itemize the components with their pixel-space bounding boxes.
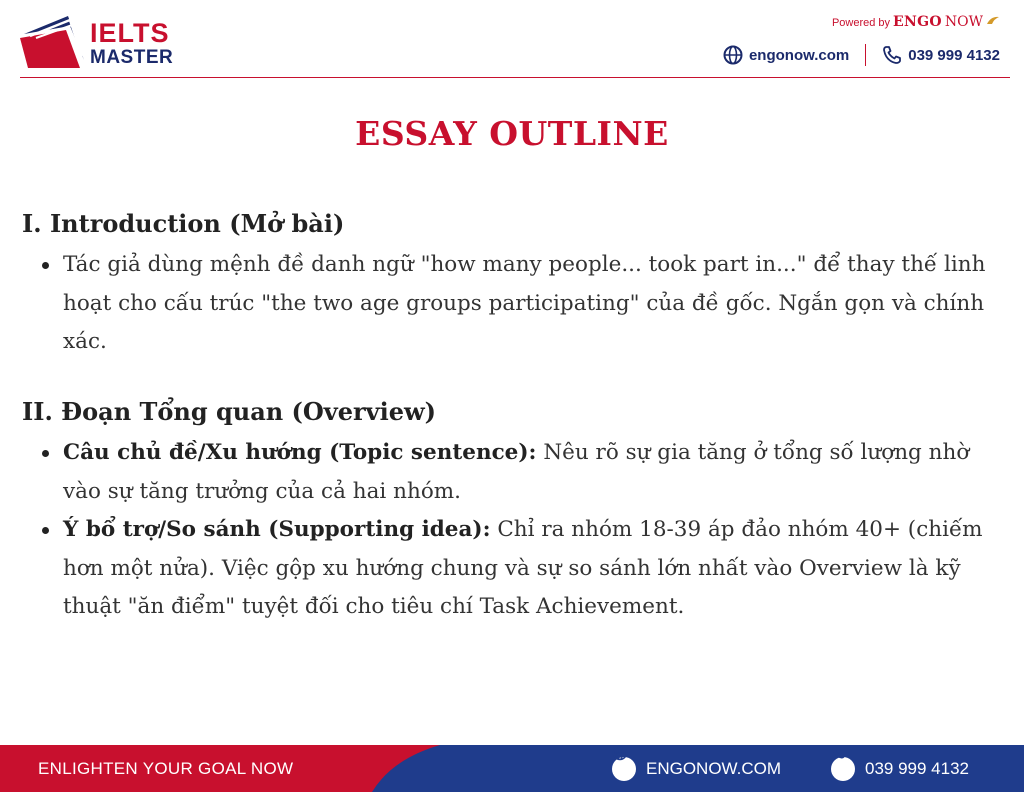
header-phone-text: 039 999 4132 (908, 46, 1000, 64)
header-contact (723, 44, 1000, 66)
footer-phone-text: 039 999 4132 (865, 758, 969, 778)
bird-icon (986, 16, 1000, 26)
section-heading-introduction: I. Introduction (Mở bài) (22, 209, 345, 238)
footer-bar (0, 745, 1024, 792)
footer-phone[interactable] (831, 745, 969, 792)
bullet-text: Chỉ ra nhóm 18-39 áp đảo nhóm 40+ (chiếm hơn một nửa). Việc gộp xu hướng chung và sự so sánh lớn nhất vào Overview là kỹ thuật "ăn điểm" tuyệt đối cho tiêu chí Task Achievement. (63, 517, 983, 619)
footer-slogan: ENLIGHTEN YOUR GOAL NOW (38, 759, 294, 778)
logo-text-ielts: IELTS (90, 18, 170, 48)
bullet-lead: Ý bổ trợ/So sánh (Supporting idea): (63, 517, 491, 542)
powered-by-brand-engo: ENGO (893, 14, 942, 30)
header-website[interactable] (723, 45, 849, 65)
ielts-master-logo (20, 16, 190, 72)
footer-website-text: ENGONOW.COM (646, 758, 782, 778)
phone-icon (831, 757, 855, 781)
page-title: ESSAY OUTLINE (355, 114, 669, 153)
list-item (40, 434, 1005, 511)
introduction-bullets (40, 246, 1005, 362)
powered-by-label: Powered by (831, 17, 891, 29)
header-phone[interactable] (882, 45, 1000, 65)
list-item (40, 246, 1005, 362)
list-item (40, 511, 1005, 627)
header-website-text: engonow.com (748, 46, 850, 64)
logo-text-master: MASTER (90, 47, 174, 68)
bullet-text: Tác giả dùng mệnh đề danh ngữ "how many people... took part in..." để thay thế linh hoạt cho cấu trúc "the two age groups participating" của đề gốc. Ngắn gọn và chính xác. (63, 252, 986, 354)
globe-icon (612, 757, 636, 781)
powered-by-brand-now: NOW (944, 14, 983, 30)
bullet-lead: Câu chủ đề/Xu hướng (Topic sentence): (63, 440, 537, 465)
bullet-text: Nêu rõ sự gia tăng ở tổng số lượng nhờ vào sự tăng trưởng của cả hai nhóm. (63, 440, 970, 504)
phone-icon (882, 45, 902, 65)
powered-by (832, 14, 1000, 30)
header-divider-line (20, 77, 1010, 78)
section-heading-overview: II. Đoạn Tổng quan (Overview) (22, 397, 437, 426)
header-divider (865, 44, 866, 66)
globe-icon (723, 45, 743, 65)
logo-mark-icon (20, 16, 88, 68)
overview-bullets (40, 434, 1005, 627)
footer-website[interactable] (612, 745, 781, 792)
